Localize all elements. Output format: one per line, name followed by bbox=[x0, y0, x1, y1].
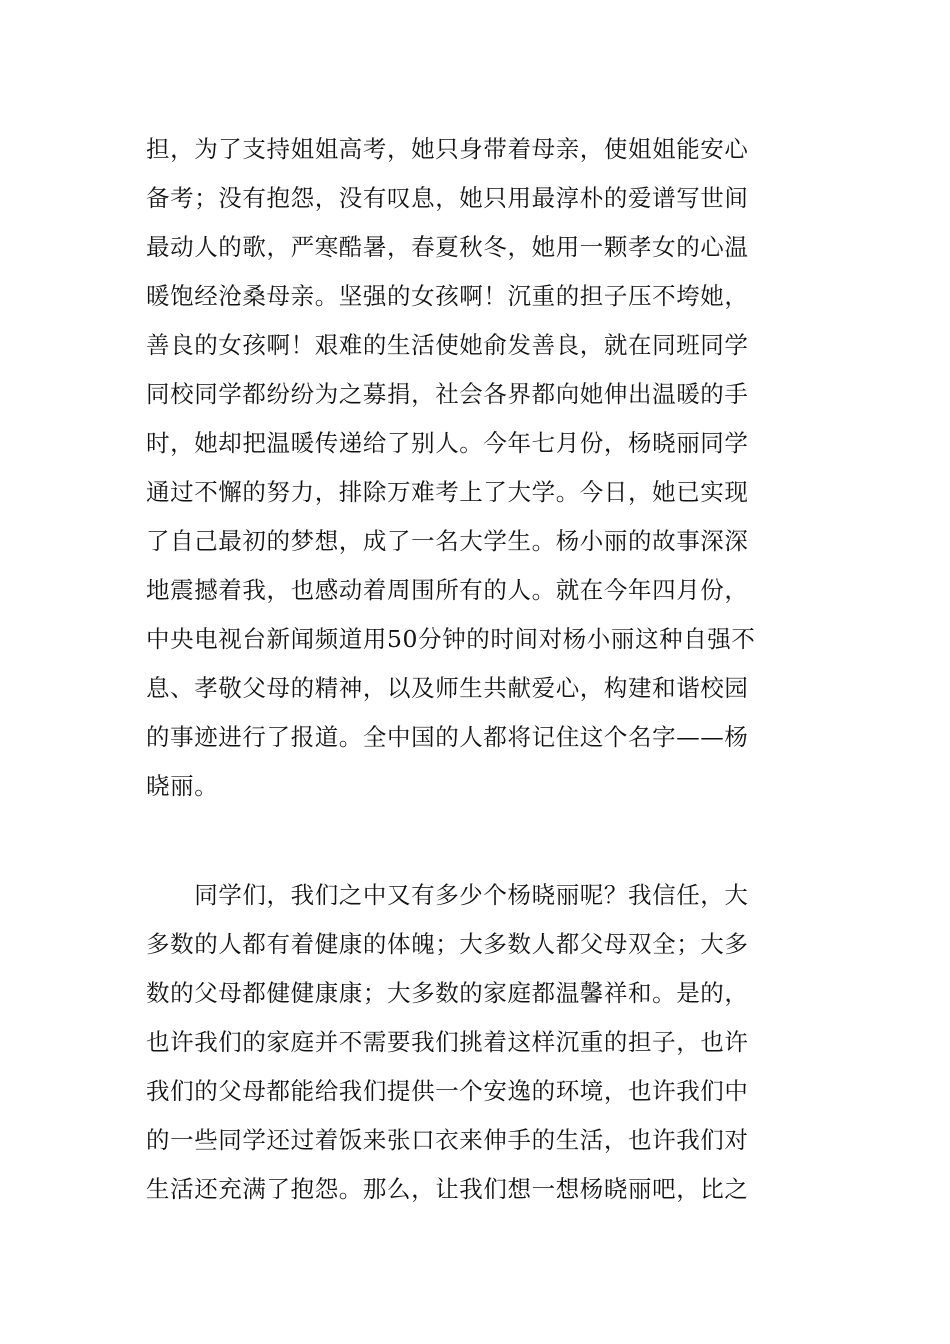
text-line: 最动人的歌，严寒酷暑，春夏秋冬，她用一颗孝女的心温 bbox=[146, 233, 749, 261]
text-line: 备考；没有抱怨，没有叹息，她只用最淳朴的爱谱写世间 bbox=[146, 184, 749, 212]
text-line: 担，为了支持姐姐高考，她只身带着母亲，使姐姐能安心 bbox=[146, 135, 749, 163]
text-line: 我们的父母都能给我们提供一个安逸的环境，也许我们中 bbox=[146, 1077, 749, 1105]
text-line: 中央电视台新闻频道用50分钟的时间对杨小丽这种自强不 bbox=[146, 625, 756, 653]
text-line: 善良的女孩啊！艰难的生活使她俞发善良，就在同班同学 bbox=[146, 331, 749, 359]
text-line: 了自己最初的梦想，成了一名大学生。杨小丽的故事深深 bbox=[146, 527, 749, 555]
text-line: 的事迹进行了报道。全中国的人都将记住这个名字——杨 bbox=[146, 723, 749, 751]
text-line: 多数的人都有着健康的体魄；大多数人都父母双全；大多 bbox=[146, 930, 749, 958]
text-line: 地震撼着我，也感动着周围所有的人。就在今年四月份， bbox=[146, 576, 749, 604]
text-line: 时，她却把温暖传递给了别人。今年七月份，杨晓丽同学 bbox=[146, 429, 749, 457]
text-line: 通过不懈的努力，排除万难考上了大学。今日，她已实现 bbox=[146, 478, 749, 506]
text-line: 暖饱经沧桑母亲。坚强的女孩啊！沉重的担子压不垮她， bbox=[146, 282, 749, 310]
text-line: 息、孝敬父母的精神，以及师生共献爱心，构建和谐校园 bbox=[146, 674, 749, 702]
text-line: 晓丽。 bbox=[146, 772, 219, 800]
text-line: 也许我们的家庭并不需要我们挑着这样沉重的担子，也许 bbox=[146, 1028, 749, 1056]
text-line: 生活还充满了抱怨。那么，让我们想一想杨晓丽吧，比之 bbox=[146, 1175, 749, 1203]
text-line: 同学们，我们之中又有多少个杨晓丽呢？我信任，大 bbox=[146, 881, 749, 909]
paragraph-1 bbox=[146, 125, 810, 811]
text-line: 数的父母都健健康康；大多数的家庭都温馨祥和。是的， bbox=[146, 979, 749, 1007]
text-line: 同校同学都纷纷为之募捐，社会各界都向她伸出温暖的手 bbox=[146, 380, 749, 408]
paragraph-2 bbox=[146, 871, 810, 1214]
text-line: 的一些同学还过着饭来张口衣来伸手的生活，也许我们对 bbox=[146, 1126, 749, 1154]
